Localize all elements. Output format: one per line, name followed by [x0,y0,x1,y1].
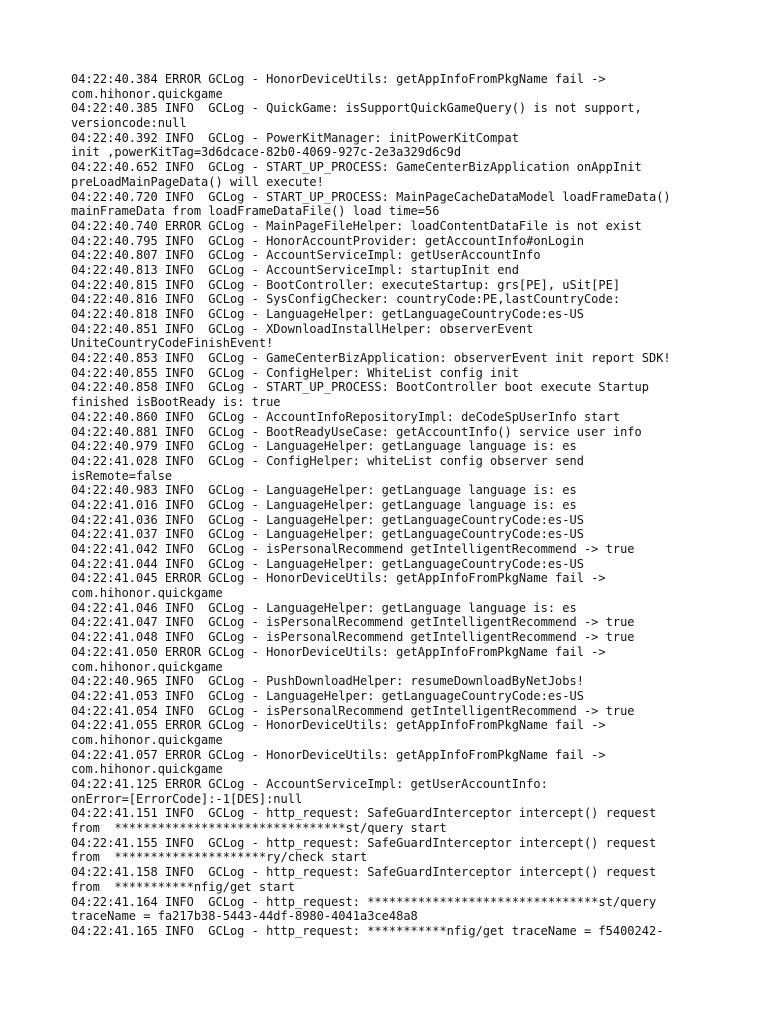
log-line: 04:22:40.881 INFO GCLog - BootReadyUseCase: getAccountInfo() service user info [71,424,642,439]
log-line: 04:22:40.816 INFO GCLog - SysConfigChecker: countryCode:PE,lastCountryCode: [71,292,621,307]
log-line: mainFrameData from loadFrameDataFile() load time=56 [71,204,440,219]
log-line: 04:22:41.048 INFO GCLog - isPersonalRecommend getIntelligentRecommend -> true [71,630,635,645]
log-line: 04:22:41.165 INFO GCLog - http_request: ***********nfig/get traceName = f5400242- [71,923,664,938]
log-line: com.hihonor.quickgame [71,86,223,101]
log-line: 04:22:40.851 INFO GCLog - XDownloadInstallHelper: observerEvent [71,321,534,336]
log-line: 04:22:40.652 INFO GCLog - START_UP_PROCESS: GameCenterBizApplication onAppInit [71,160,642,175]
log-line: 04:22:41.036 INFO GCLog - LanguageHelper: getLanguageCountryCode:es-US [71,512,584,527]
log-line: 04:22:40.813 INFO GCLog - AccountServiceImpl: startupInit end [71,262,519,277]
log-line: 04:22:40.860 INFO GCLog - AccountInfoRepositoryImpl: deCodeSpUserInfo start [71,409,621,424]
log-line: 04:22:41.037 INFO GCLog - LanguageHelper: getLanguageCountryCode:es-US [71,527,584,542]
log-line: from ***********nfig/get start [71,879,295,894]
log-text-block [71,72,761,939]
log-line: 04:22:41.050 ERROR GCLog - HonorDeviceUtils: getAppInfoFromPkgName fail -> [71,644,606,659]
log-line: 04:22:40.740 ERROR GCLog - MainPageFileHelper: loadContentDataFile is not exist [71,218,642,233]
log-line: 04:22:40.979 INFO GCLog - LanguageHelper: getLanguage language is: es [71,439,577,454]
log-line: init ,powerKitTag=3d6dcace-82b0-4069-927c-2e3a329d6c9d [71,145,462,160]
log-line: 04:22:41.044 INFO GCLog - LanguageHelper: getLanguageCountryCode:es-US [71,556,584,571]
log-line: onError=[ErrorCode]:-1[DES]:null [71,791,303,806]
log-line: com.hihonor.quickgame [71,659,223,674]
log-line: 04:22:41.045 ERROR GCLog - HonorDeviceUtils: getAppInfoFromPkgName fail -> [71,571,606,586]
log-line: 04:22:41.046 INFO GCLog - LanguageHelper: getLanguage language is: es [71,600,577,615]
log-line: 04:22:41.164 INFO GCLog - http_request: ********************************st/query [71,894,657,909]
log-line: preLoadMainPageData() will execute! [71,174,324,189]
log-line: 04:22:40.815 INFO GCLog - BootController: executeStartup: grs[PE], uSit[PE] [71,277,621,292]
log-line: 04:22:41.047 INFO GCLog - isPersonalRecommend getIntelligentRecommend -> true [71,615,635,630]
log-line: 04:22:41.125 ERROR GCLog - AccountServiceImpl: getUserAccountInfo: [71,777,548,791]
log-line: 04:22:41.028 INFO GCLog - ConfigHelper: whiteList config observer send [71,453,584,468]
log-line: UniteCountryCodeFinishEvent! [71,336,274,351]
log-line: 04:22:40.965 INFO GCLog - PushDownloadHelper: resumeDownloadByNetJobs! [71,674,584,689]
log-line: versioncode:null [71,116,187,131]
log-line: 04:22:41.016 INFO GCLog - LanguageHelper: getLanguage language is: es [71,497,577,512]
log-line: from *********************ry/check start [71,850,368,865]
log-line: 04:22:40.855 INFO GCLog - ConfigHelper: WhiteList config init [71,365,519,380]
log-line: 04:22:40.983 INFO GCLog - LanguageHelper: getLanguage language is: es [71,483,577,498]
log-line: 04:22:41.042 INFO GCLog - isPersonalRecommend getIntelligentRecommend -> true [71,542,635,556]
log-line: 04:22:40.384 ERROR GCLog - HonorDeviceUtils: getAppInfoFromPkgName fail -> [71,72,606,86]
log-line: 04:22:41.055 ERROR GCLog - HonorDeviceUtils: getAppInfoFromPkgName fail -> [71,718,606,733]
log-line: 04:22:40.858 INFO GCLog - START_UP_PROCESS: BootController boot execute Startup [71,380,649,395]
log-line: 04:22:40.720 INFO GCLog - START_UP_PROCESS: MainPageCacheDataModel loadFrameData() [71,189,671,204]
log-line: com.hihonor.quickgame [71,732,223,747]
log-line: from ********************************st/query start [71,821,447,836]
log-line: isRemote=false [71,468,173,483]
log-line: com.hihonor.quickgame [71,762,223,777]
log-line: 04:22:41.155 INFO GCLog - http_request: SafeGuardInterceptor intercept() request [71,835,657,850]
log-line: 04:22:40.385 INFO GCLog - QuickGame: isSupportQuickGameQuery() is not support, [71,101,642,116]
log-line: 04:22:41.151 INFO GCLog - http_request: SafeGuardInterceptor intercept() request [71,806,657,821]
log-line: 04:22:40.795 INFO GCLog - HonorAccountProvider: getAccountInfo#onLogin [71,233,584,248]
log-line: 04:22:40.853 INFO GCLog - GameCenterBizApplication: observerEvent init report SDK! [71,351,671,366]
log-line: 04:22:40.807 INFO GCLog - AccountServiceImpl: getUserAccountInfo [71,248,541,263]
log-line: 04:22:41.057 ERROR GCLog - HonorDeviceUtils: getAppInfoFromPkgName fail -> [71,747,606,762]
log-line: 04:22:40.818 INFO GCLog - LanguageHelper: getLanguageCountryCode:es-US [71,307,584,321]
log-line: finished isBootReady is: true [71,395,281,410]
log-line: com.hihonor.quickgame [71,586,223,601]
log-line: 04:22:41.054 INFO GCLog - isPersonalRecommend getIntelligentRecommend -> true [71,703,635,718]
log-line: 04:22:41.053 INFO GCLog - LanguageHelper: getLanguageCountryCode:es-US [71,688,584,703]
log-line: 04:22:40.392 INFO GCLog - PowerKitManager: initPowerKitCompat [71,130,519,145]
log-line: traceName = fa217b38-5443-44df-8980-4041a3ce48a8 [71,909,418,924]
log-line: 04:22:41.158 INFO GCLog - http_request: SafeGuardInterceptor intercept() request [71,865,657,880]
